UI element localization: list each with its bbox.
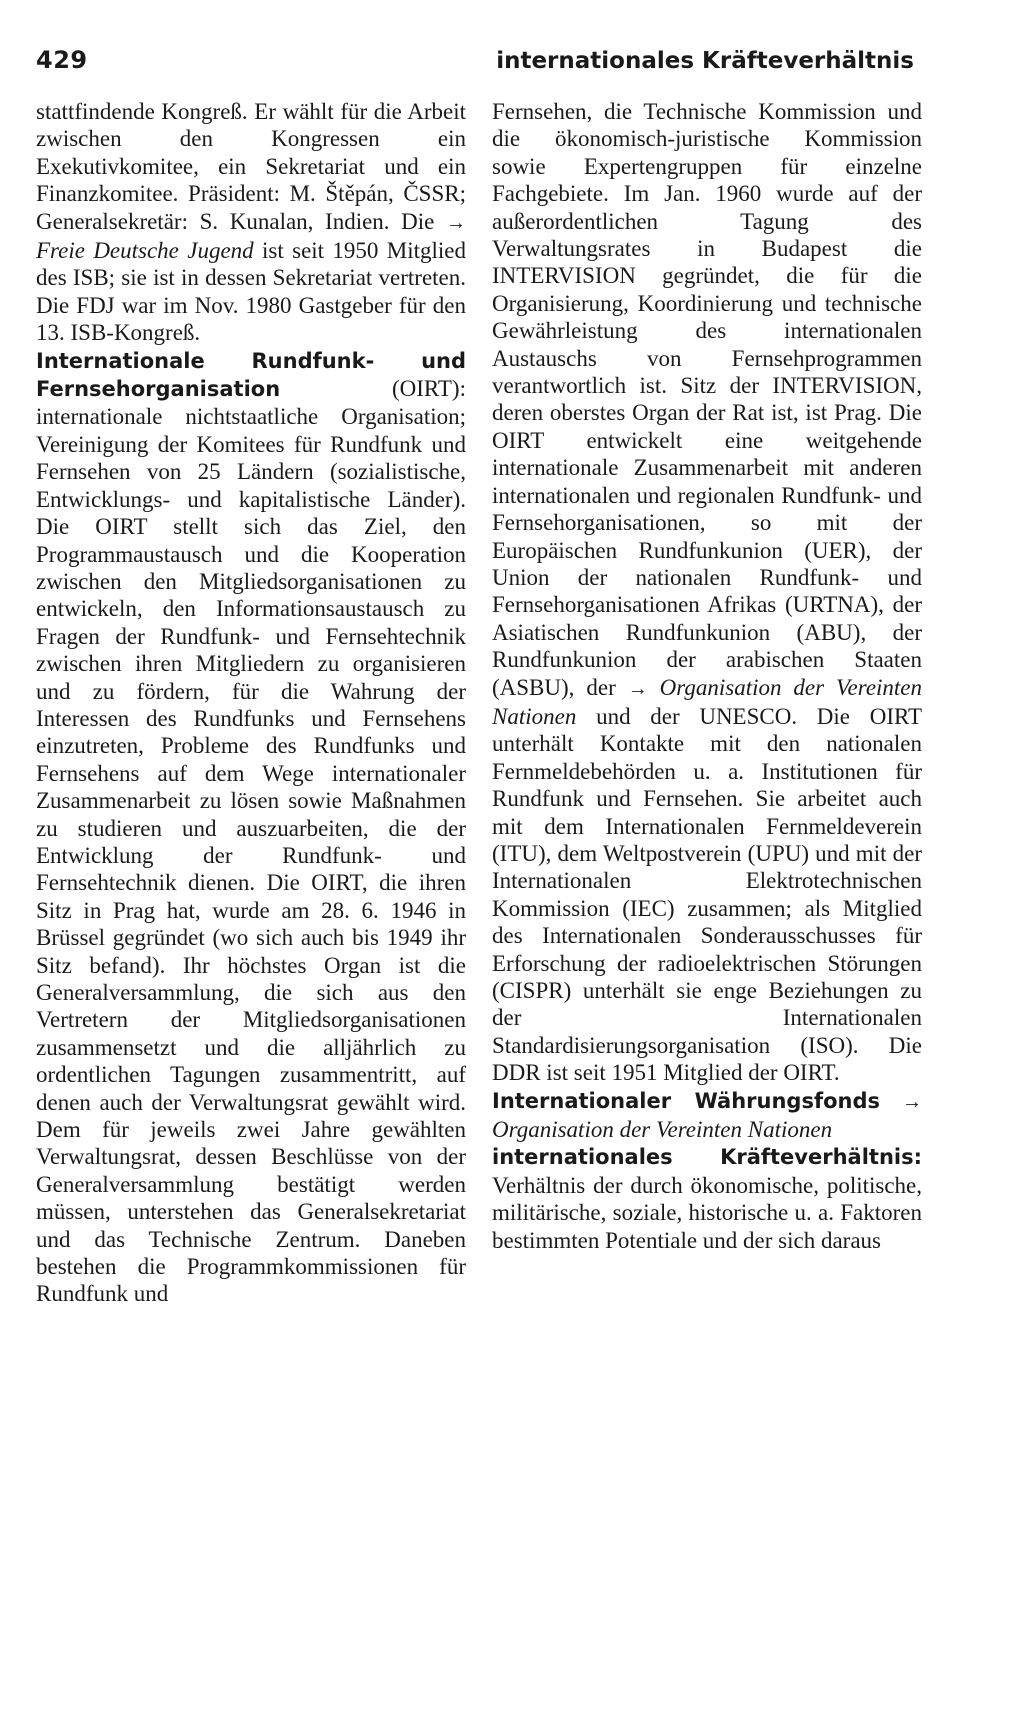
right-column bbox=[492, 98, 922, 1254]
headword-ikv: internationales Kräfteverhältnis: bbox=[492, 1145, 922, 1170]
cross-reference-arrow: → bbox=[902, 1090, 922, 1113]
headword-oirt: Internationale Rundfunk- und Fernsehorganisation bbox=[36, 348, 466, 402]
entry-oirt bbox=[36, 347, 466, 1308]
entry-iwf bbox=[492, 1087, 922, 1144]
left-column bbox=[36, 98, 466, 1308]
page-header bbox=[36, 46, 914, 74]
cross-reference-uno[interactable]: Organisation der Vereinten Nationen bbox=[492, 674, 923, 729]
cross-reference-arrow: → bbox=[627, 677, 648, 700]
entry-oirt-text: (OIRT): internationale nichtstaatliche Organisation; Vereinigung der Komitees für Rundfunk und Fernsehen von 25 Ländern (sozialistische, Entwicklungs- und kapitalistische Länder). Die OIRT stellt sich das Ziel, den Programmaustausch und die Kooperation zwischen den Mitgliedsorganisationen zu entwickeln, den Informationsaustausch zu Fragen der Rundfunk- und Fernsehtechnik zwischen ihren Mitgliedern zu organisieren und zu fördern, für die Wahrung der Interessen des Rundfunks und Fernsehens einzutreten, Probleme des Rundfunks und Fernsehens auf dem Wege internationaler Zusammenarbeit zu lösen sowie Maßnahmen zu studieren und auszuarbeiten, die der Entwicklung der Rundfunk- und Fernsehtechnik dienen. Die OIRT, die ihren Sitz in Prag hat, wurde am 28. 6. 1946 in Brüssel gegründet (wo sich auch bis 1949 ihr Sitz befand). Ihr höchstes Organ ist die Generalversammlung, die sich aus den Vertretern der Mitgliedsorganisationen zusammensetzt und die alljährlich zu ordentlichen Tagungen zusammentritt, auf denen auch der Verwaltungsrat gewählt wird. Dem für jeweils zwei Jahre gewählten Verwaltungsrat, dessen Beschlüsse von der Generalversammlung bestätigt werden müssen, unterstehen das Generalsekretariat und das Technische Zentrum. Daneben bestehen die Programmkommissionen für Rundfunk und bbox=[36, 376, 466, 1307]
running-head: internationales Kräfteverhältnis bbox=[496, 48, 914, 74]
oirt-entry-continuation: Fernsehen, die Technische Kommission und die ökonomisch-juristische Kommission sowie Expertengruppen für einzelne Fachgebiete. Im Jan. 1960 wurde auf der außerordentlichen Tagung des Verwaltungsrates in Budapest die INTERVISION gegründet, die für die Organisierung, Koordinierung und technische Gewährleistung des internationalen Austauschs von Fernsehprogrammen verantwortlich ist. Sitz der INTERVISION, deren oberstes Organ der Rat ist, ist Prag. Die OIRT entwickelt eine weitgehende internationale Zusammenarbeit mit anderen internationalen und regionalen Rundfunk- und Fernsehorganisationen, so mit der Europäischen Rundfunkunion (UER), der Union der nationalen Rundfunk- und Fernsehorganisationen Afrikas (URTNA), der Asiatischen Rundfunkunion (ABU), der Rundfunkunion der arabischen Staaten (ASBU), der → Organisation der Vereinten Nationen und der UNESCO. Die OIRT unterhält Kontakte mit den nationalen Fernmeldebehörden u. a. Institutionen für Rundfunk und Fernsehen. Sie arbeitet auch mit dem Internationalen Fernmeldeverein (ITU), dem Weltpostverein (UPU) und mit der Internationalen Elektrotechnischen Kommission (IEC) zusammen; als Mitglied des Internationalen Sonderausschusses für Erforschung der radioelektrischen Störungen (CISPR) unterhält sie enge Beziehungen zu der Internationalen Standardisierungsorganisation (ISO). Die DDR ist seit 1951 Mitglied der OIRT. bbox=[492, 99, 923, 1086]
cross-reference-fdj[interactable]: Freie Deutsche Jugend bbox=[36, 238, 254, 264]
cross-reference-arrow: → bbox=[446, 211, 466, 234]
page-number: 429 bbox=[36, 46, 88, 74]
entry-ikv bbox=[492, 1143, 922, 1254]
cross-reference-uno-2[interactable]: Organisation der Vereinten Nationen bbox=[492, 1117, 833, 1143]
headword-iwf: Internationaler Währungsfonds bbox=[492, 1088, 881, 1113]
entry-ikv-text: Verhältnis der durch ökonomische, politische, militärische, soziale, historische u. a. Faktoren bestimmten Potentiale und der sich daraus bbox=[492, 1172, 922, 1253]
isb-entry-continuation: stattfindende Kongreß. Er wählt für die Arbeit zwischen den Kongressen ein Exekutivkomitee, ein Sekretariat und ein Finanzkomitee. Präsident: M. Štěpán, ČSSR; Generalsekretär: S. Kunalan, Indien. Die → Freie Deutsche Jugend ist seit 1950 Mitglied des ISB; sie ist in dessen Sekretariat vertreten. Die FDJ war im Nov. 1980 Gastgeber für den 13. ISB-Kongreß. bbox=[36, 99, 466, 346]
